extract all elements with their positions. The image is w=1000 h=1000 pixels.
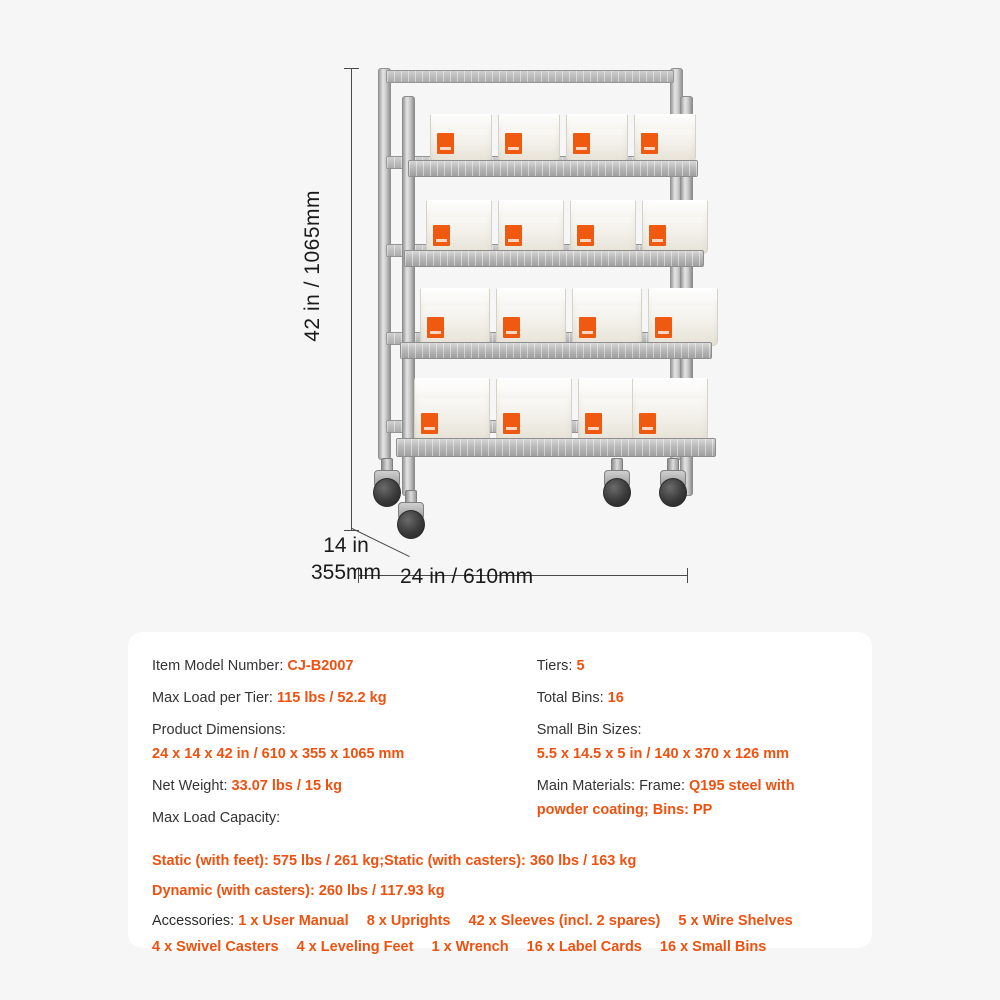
bin-tier5-2 xyxy=(498,114,560,162)
depth-dimension-label xyxy=(286,532,406,586)
spec-key: Accessories: xyxy=(152,913,235,929)
spec-row-accessories xyxy=(128,910,872,932)
bin-tier4-4 xyxy=(642,200,708,254)
bin-label-card xyxy=(649,225,666,246)
spec-key: Small Bin Sizes: xyxy=(536,722,642,738)
spec-row-max-load-tier xyxy=(152,688,537,709)
bin-tier3-4 xyxy=(648,288,718,346)
bin-label-card xyxy=(421,413,438,434)
bin-label-card xyxy=(427,317,444,338)
spec-row-product-dimensions xyxy=(152,720,537,741)
bin-tier3-2 xyxy=(496,288,566,346)
specification-card xyxy=(128,632,872,955)
accessory-item: 4 x Leveling Feet xyxy=(296,939,414,955)
spec-row-capacity-static xyxy=(128,850,872,872)
spec-row-product-dimensions-value xyxy=(152,744,537,765)
spec-value: powder coating; Bins: PP xyxy=(536,802,713,818)
shelf-back-tier-5 xyxy=(386,70,674,83)
spec-row-net-weight xyxy=(152,776,537,797)
bin-tier4-3 xyxy=(570,200,636,254)
spec-key: Max Load Capacity: xyxy=(152,810,281,826)
bin-tier2-2 xyxy=(496,378,572,442)
width-dimension-cap-right xyxy=(687,568,688,583)
spec-value: 5.5 x 14.5 x 5 in / 140 x 370 x 126 mm xyxy=(536,746,790,762)
spec-value: Static (with feet): 575 lbs / 261 kg;Static (with casters): 360 lbs / 163 kg xyxy=(152,853,637,869)
spec-key: Total Bins: xyxy=(536,690,604,706)
bin-tier5-3 xyxy=(566,114,628,162)
bin-label-card xyxy=(577,225,594,246)
spec-column-left xyxy=(152,656,537,832)
spec-columns xyxy=(128,632,872,850)
bin-tier2-1 xyxy=(414,378,490,442)
bin-tier4-2 xyxy=(498,200,564,254)
bin-label-card xyxy=(579,317,596,338)
spec-row-small-bin-sizes xyxy=(537,720,848,741)
spec-key: Main Materials: Frame: xyxy=(536,778,685,794)
spec-key: Net Weight: xyxy=(152,778,228,794)
bin-label-card xyxy=(503,413,520,434)
height-dimension-label: 42 in / 1065mm xyxy=(301,190,324,342)
spec-value: 16 xyxy=(607,690,624,706)
bin-label-card xyxy=(505,133,522,154)
caster-front-right xyxy=(602,458,632,510)
accessory-item: 1 x User Manual xyxy=(238,913,349,929)
bin-label-card xyxy=(437,133,454,154)
spec-row-tiers xyxy=(537,656,848,677)
height-dimension-cap-top xyxy=(344,68,359,69)
bin-label-card xyxy=(505,225,522,246)
shelf-tier-3 xyxy=(404,250,704,267)
spec-row-main-materials xyxy=(537,776,848,797)
accessory-item: 16 x Small Bins xyxy=(659,939,767,955)
spec-value: Q195 steel with xyxy=(689,778,795,794)
accessory-item: 8 x Uprights xyxy=(366,913,451,929)
shelf-tier-4 xyxy=(408,160,698,177)
spec-value: CJ-B2007 xyxy=(287,658,354,674)
bin-tier4-1 xyxy=(426,200,492,254)
height-dimension-line xyxy=(351,68,352,530)
spec-row-accessories-cont xyxy=(128,936,872,958)
depth-dimension-line2: 355mm xyxy=(310,561,382,584)
spec-row-total-bins xyxy=(537,688,848,709)
bin-label-card xyxy=(503,317,520,338)
bin-tier3-1 xyxy=(420,288,490,346)
bin-label-card xyxy=(433,225,450,246)
spec-row-capacity-dynamic xyxy=(128,880,872,902)
bin-label-card xyxy=(639,413,656,434)
bin-tier5-1 xyxy=(430,114,492,162)
bin-tier2-4 xyxy=(632,378,708,442)
accessory-item: 4 x Swivel Casters xyxy=(152,939,279,955)
spec-key: Product Dimensions: xyxy=(152,722,286,738)
spec-key: Tiers: xyxy=(536,658,573,674)
rear-left-post xyxy=(378,68,391,460)
shelf-tier-1 xyxy=(396,438,716,457)
spec-column-right xyxy=(537,656,848,832)
bin-label-card xyxy=(585,413,602,434)
spec-value: 115 lbs / 52.2 kg xyxy=(276,690,387,706)
spec-row-max-load-capacity xyxy=(152,808,537,829)
depth-dimension-line1: 14 in xyxy=(323,534,369,557)
bin-label-card xyxy=(655,317,672,338)
accessory-item: 42 x Sleeves (incl. 2 spares) xyxy=(468,913,661,929)
bin-label-card xyxy=(573,133,590,154)
accessory-item: 1 x Wrench xyxy=(431,939,509,955)
spec-row-model xyxy=(152,656,537,677)
spec-row-main-materials-cont xyxy=(537,800,848,821)
bin-tier5-4 xyxy=(634,114,696,162)
spec-key: Item Model Number: xyxy=(152,658,284,674)
shelving-unit-illustration xyxy=(370,60,710,540)
spec-row-small-bin-sizes-value xyxy=(537,744,848,765)
shelf-tier-2 xyxy=(400,342,712,359)
spec-value: 24 x 14 x 42 in / 610 x 355 x 1065 mm xyxy=(152,746,405,762)
spec-value: 33.07 lbs / 15 kg xyxy=(231,778,342,794)
spec-value: Dynamic (with casters): 260 lbs / 117.93 kg xyxy=(152,883,445,899)
bin-label-card xyxy=(641,133,658,154)
accessory-item: 16 x Label Cards xyxy=(526,939,642,955)
accessory-item: 5 x Wire Shelves xyxy=(678,913,793,929)
spec-key: Max Load per Tier: xyxy=(152,690,273,706)
caster-rear-right xyxy=(658,458,688,510)
spec-value: 5 xyxy=(576,658,585,674)
bin-tier3-3 xyxy=(572,288,642,346)
width-dimension-label: 24 in / 610mm xyxy=(400,565,534,588)
